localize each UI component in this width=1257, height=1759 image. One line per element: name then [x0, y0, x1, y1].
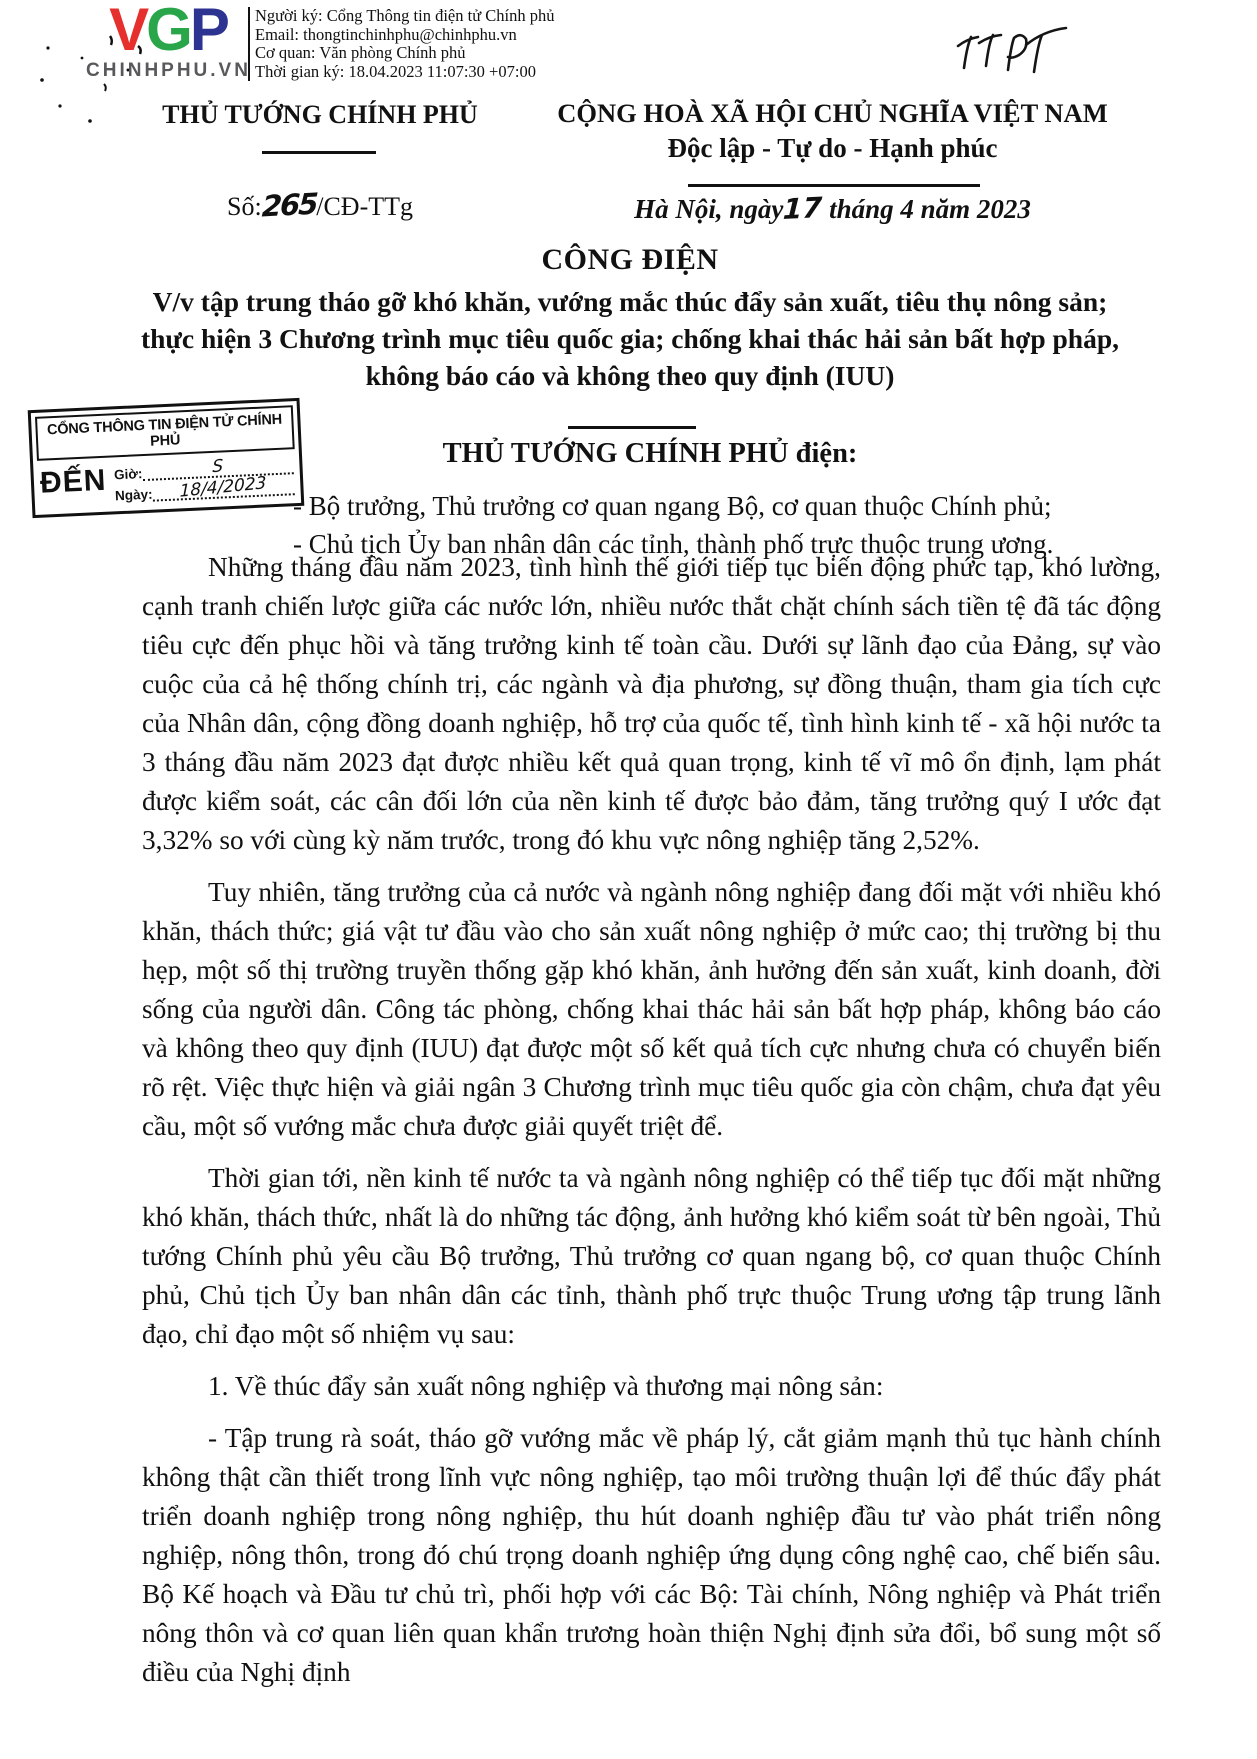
logo-letter-g: G — [146, 0, 190, 63]
recipient-item: - Chủ tịch Ủy ban nhân dân các tỉnh, thành phố trực thuộc trung ương. — [293, 529, 1054, 559]
logo-letter-p: P — [189, 0, 227, 63]
place-and-date — [500, 192, 1165, 225]
stamp-hour-handwritten: S — [212, 456, 224, 478]
document-number — [150, 188, 490, 222]
national-name: CỘNG HOÀ XÃ HỘI CHỦ NGHĨA VIỆT NAM — [557, 98, 1108, 128]
document-type-title: CÔNG ĐIỆN — [541, 243, 719, 276]
document-body — [142, 548, 1161, 1705]
logo-letter-v: V — [109, 0, 147, 63]
section-divider — [568, 426, 696, 429]
stamp-date-handwritten: 18/4/2023 — [179, 473, 267, 502]
doc-number-prefix: Số: — [227, 192, 262, 221]
recipient-item: - Bộ trưởng, Thủ trưởng cơ quan ngang Bộ, cơ quan thuộc Chính phủ; — [293, 491, 1052, 521]
issuer-underline — [262, 151, 376, 154]
doc-number-suffix: /CĐ-TTg — [316, 192, 413, 221]
national-motto: Độc lập - Tự do - Hạnh phúc — [667, 133, 998, 163]
body-paragraph: Tuy nhiên, tăng trưởng của cả nước và ngành nông nghiệp đang đối mặt với nhiều khó khăn, thách thức; giá vật tư đầu vào cho sản xuất nông nghiệp ở mức cao; thị trường bị thu hẹp, một số thị trường truyền thống gặp khó khăn, ảnh hưởng đến sản xuất, kinh doanh, đời sống của người dân. Công tác phòng, chống khai thác hải sản bất hợp pháp, không báo cáo và không theo quy định (IUU) đạt được một số kết quả tích cực nhưng chưa có chuyển biến rõ rệt. Việc thực hiện và giải ngân 3 Chương trình mục tiêu quốc gia còn chậm, chưa đạt yêu cầu, một số vướng mắc chưa được giải quyết triệt để. — [142, 877, 1161, 1141]
body-paragraph: - Tập trung rà soát, tháo gỡ vướng mắc về pháp lý, cắt giảm mạnh thủ tục hành chính không thật cần thiết trong lĩnh vực nông nghiệp, tạo môi trường thuận lợi để thúc đẩy phát triển doanh nghiệp trong nông nghiệp, thu hút doanh nghiệp đầu tư vào phát triển nông nghiệp, nông thôn, trong đó chú trọng doanh nghiệp ứng dụng công nghệ cao, chế biến sâu. Bộ Kế hoạch và Đầu tư chủ trì, phối hợp với các Bộ: Tài chính, Nông nghiệp và Phát triển nông thôn và cơ quan liên quan khẩn trương hoàn thiện Nghị định sửa đổi, bổ sung một số điều của Nghị định — [142, 1423, 1161, 1687]
body-paragraph: 1. Về thúc đẩy sản xuất nông nghiệp và thương mại nông sản: — [208, 1371, 884, 1401]
logo-subtitle: CHINHPHU.VN — [86, 60, 251, 81]
place-date-prefix: Hà Nội, ngày — [634, 194, 784, 224]
signature-time: Thời gian ký: 18.04.2023 11:07:30 +07:00 — [255, 61, 536, 81]
signature-signer: Người ký: Cổng Thông tin điện tử Chính phủ — [255, 6, 555, 25]
issuer-name: THỦ TƯỚNG CHÍNH PHỦ — [162, 100, 478, 129]
date-handwritten: 17 — [782, 190, 824, 227]
doc-number-handwritten: 265 — [260, 186, 318, 224]
stamp-date-label: Ngày: — [114, 486, 153, 504]
stamp-date-leader — [152, 473, 295, 502]
national-header — [500, 96, 1165, 166]
document-subject: V/v tập trung tháo gỡ khó khăn, vướng mắc thúc đẩy sản xuất, tiêu thụ nông sản; thực hiện 3 Chương trình mục tiêu quốc gia; chống khai thác hải sản bất hợp pháp, không báo cáo và không theo quy định (IUU) — [140, 286, 1120, 391]
vgp-logo-letters — [86, 0, 250, 63]
signature-agency: Cơ quan: Văn phòng Chính phủ — [255, 43, 466, 63]
motto-underline — [688, 184, 980, 187]
body-paragraph: Thời gian tới, nền kinh tế nước ta và ngành nông nghiệp có thể tiếp tục đối mặt những khó khăn, thách thức, nhất là do những tác động, ảnh hưởng khó kiểm soát từ bên ngoài, Thủ tướng Chính phủ yêu cầu Bộ trưởng, Thủ trưởng cơ quan ngang bộ, cơ quan thuộc Chính phủ, Chủ tịch Ủy ban nhân dân các tỉnh, thành phố trực thuộc Trung ương tập trung lãnh đạo, chỉ đạo một số nhiệm vụ sau: — [142, 1163, 1161, 1349]
body-paragraph: Những tháng đầu năm 2023, tình hình thế giới tiếp tục biến động phức tạp, khó lường, cạnh tranh chiến lược giữa các nước lớn, nhiều nước thắt chặt chính sách tiền tệ đã tác động tiêu cực đến phục hồi và tăng trưởng kinh tế toàn cầu. Dưới sự lãnh đạo của Đảng, sự vào cuộc của cả hệ thống chính trị, các ngành và địa phương, sự đồng thuận, tham gia tích cực của Nhân dân, cộng đồng doanh nghiệp, hỗ trợ của quốc tế, tình hình kinh tế - xã hội nước ta 3 tháng đầu năm 2023 đạt được nhiều kết quả quan trọng, kinh tế vĩ mô ổn định, lạm phát được kiểm soát, các cân đối lớn của nền kinh tế được bảo đảm, tăng trưởng quý I ước đạt 3,32% so với cùng kỳ năm trước, trong đó khu vực nông nghiệp tăng 2,52%. — [142, 552, 1161, 855]
place-date-suffix: tháng 4 năm 2023 — [829, 194, 1031, 224]
stamp-organization: CỔNG THÔNG TIN ĐIỆN TỬ CHÍNH PHỦ — [35, 405, 295, 461]
dispatch-heading: THỦ TƯỚNG CHÍNH PHỦ điện: — [442, 438, 858, 469]
stamp-arrived-label: ĐẾN — [39, 463, 108, 500]
stamp-hour-label: Giờ: — [113, 466, 143, 483]
signature-email: Email: thongtinchinhphu@chinhphu.vn — [255, 24, 517, 44]
handwritten-initials-scribble — [950, 22, 1070, 84]
digital-signature-block — [248, 7, 718, 81]
vgp-logo — [86, 2, 250, 82]
